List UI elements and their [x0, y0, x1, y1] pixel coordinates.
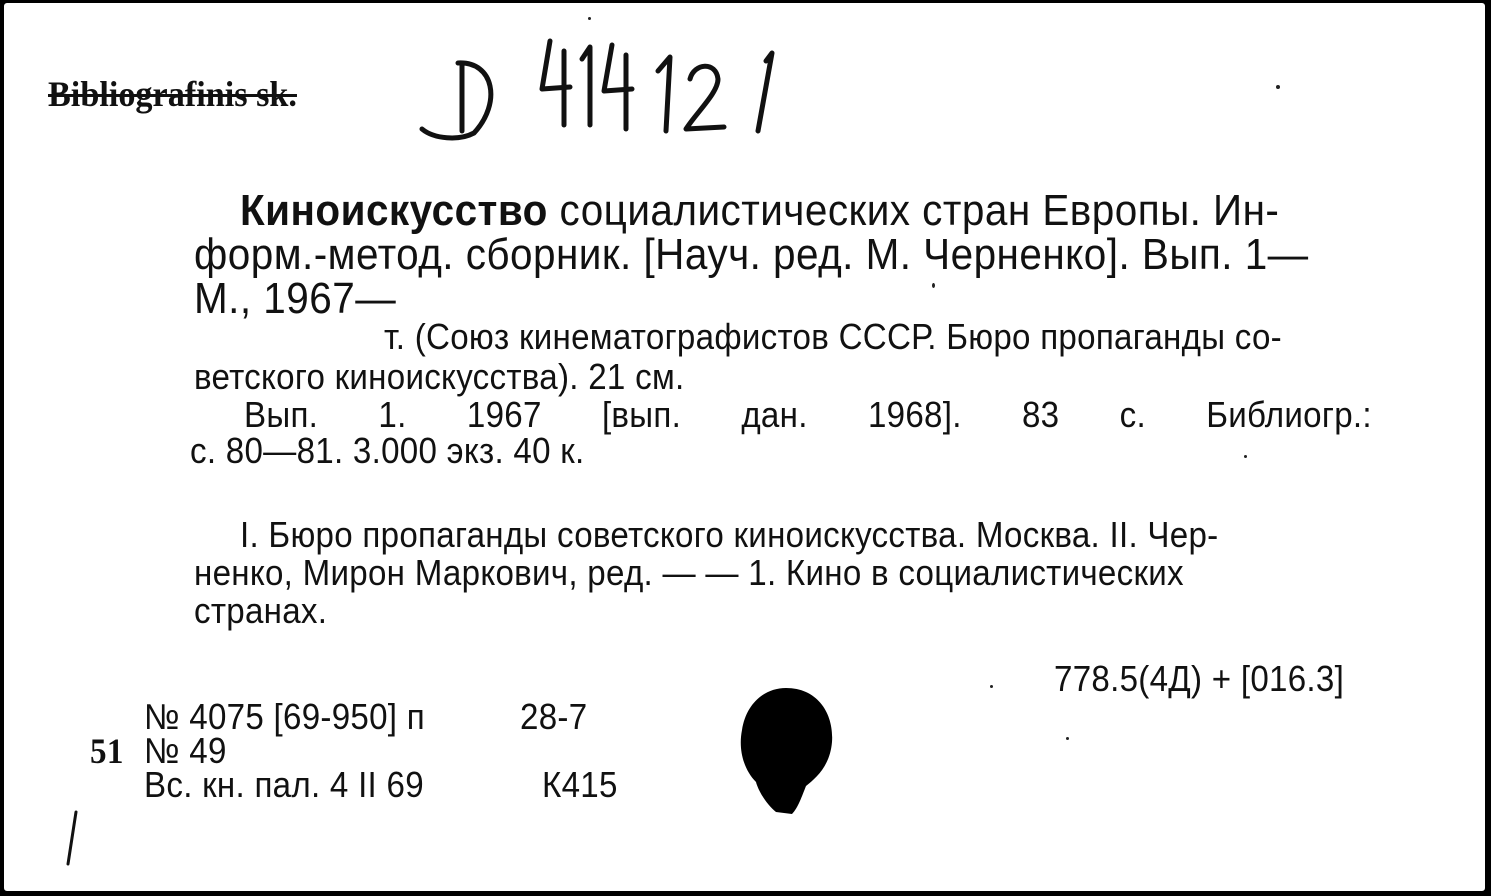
scan-speck [1244, 455, 1247, 458]
footer-line-3-right: К415 [542, 764, 618, 805]
footer-line-2-prefix: 51 [90, 731, 124, 771]
entry-line-6-part: 1967 [466, 394, 542, 435]
catalog-card [4, 3, 1485, 891]
subjects-line-3: странах. [194, 590, 328, 631]
entry-line-7: с. 80—81. 3.000 экз. 40 к. [190, 430, 585, 471]
entry-line-6-part: [вып. [601, 394, 682, 435]
entry-line-6-part: 1. [378, 394, 407, 435]
subjects-line-2: ненко, Мирон Маркович, ред. — — 1. Кино в социалистических [194, 552, 1184, 593]
footer-line-1-left: № 4075 [69-950] п [144, 696, 425, 737]
scan-speck [1276, 85, 1280, 89]
footer-line-1-right: 28-7 [520, 696, 588, 737]
entry-line-6 [244, 394, 1372, 435]
library-label: Bibliografinis sk. [48, 74, 297, 114]
classification-number: 778.5(4Д) + [016.3] [1054, 658, 1345, 699]
entry-line-6-part: Библиогр.: [1206, 394, 1372, 435]
margin-pen-stroke [60, 808, 84, 868]
handwritten-call-number [404, 33, 804, 143]
scan-speck [588, 17, 591, 20]
punch-hole [738, 686, 838, 816]
entry-line-4: т. (Союз кинематографистов СССР. Бюро пропаганды со- [384, 316, 1282, 357]
scan-speck [932, 283, 935, 288]
entry-line-6-part: Вып. [244, 394, 319, 435]
scan-speck [990, 685, 993, 688]
entry-title-continuation: социалистических стран Европы. Ин- [559, 186, 1280, 235]
entry-line-1 [240, 186, 1280, 235]
entry-line-6-part: с. [1119, 394, 1146, 435]
entry-line-5: ветского киноискусства). 21 см. [194, 356, 685, 397]
entry-line-6-part: 1968]. [867, 394, 962, 435]
entry-line-6-part: дан. [741, 394, 808, 435]
scan-speck [1066, 737, 1069, 740]
entry-line-3: М., 1967— [194, 274, 397, 323]
footer-line-3-left: Вс. кн. пал. 4 II 69 [144, 764, 424, 805]
entry-title: Киноискусство [240, 186, 548, 235]
entry-line-2: форм.-метод. сборник. [Науч. ред. М. Черненко]. Вып. 1— [194, 230, 1309, 279]
footer-line-2: № 49 [144, 730, 227, 771]
entry-line-6-part: 83 [1021, 394, 1060, 435]
subjects-line-1: I. Бюро пропаганды советского киноискусства. Москва. II. Чер- [240, 514, 1219, 555]
